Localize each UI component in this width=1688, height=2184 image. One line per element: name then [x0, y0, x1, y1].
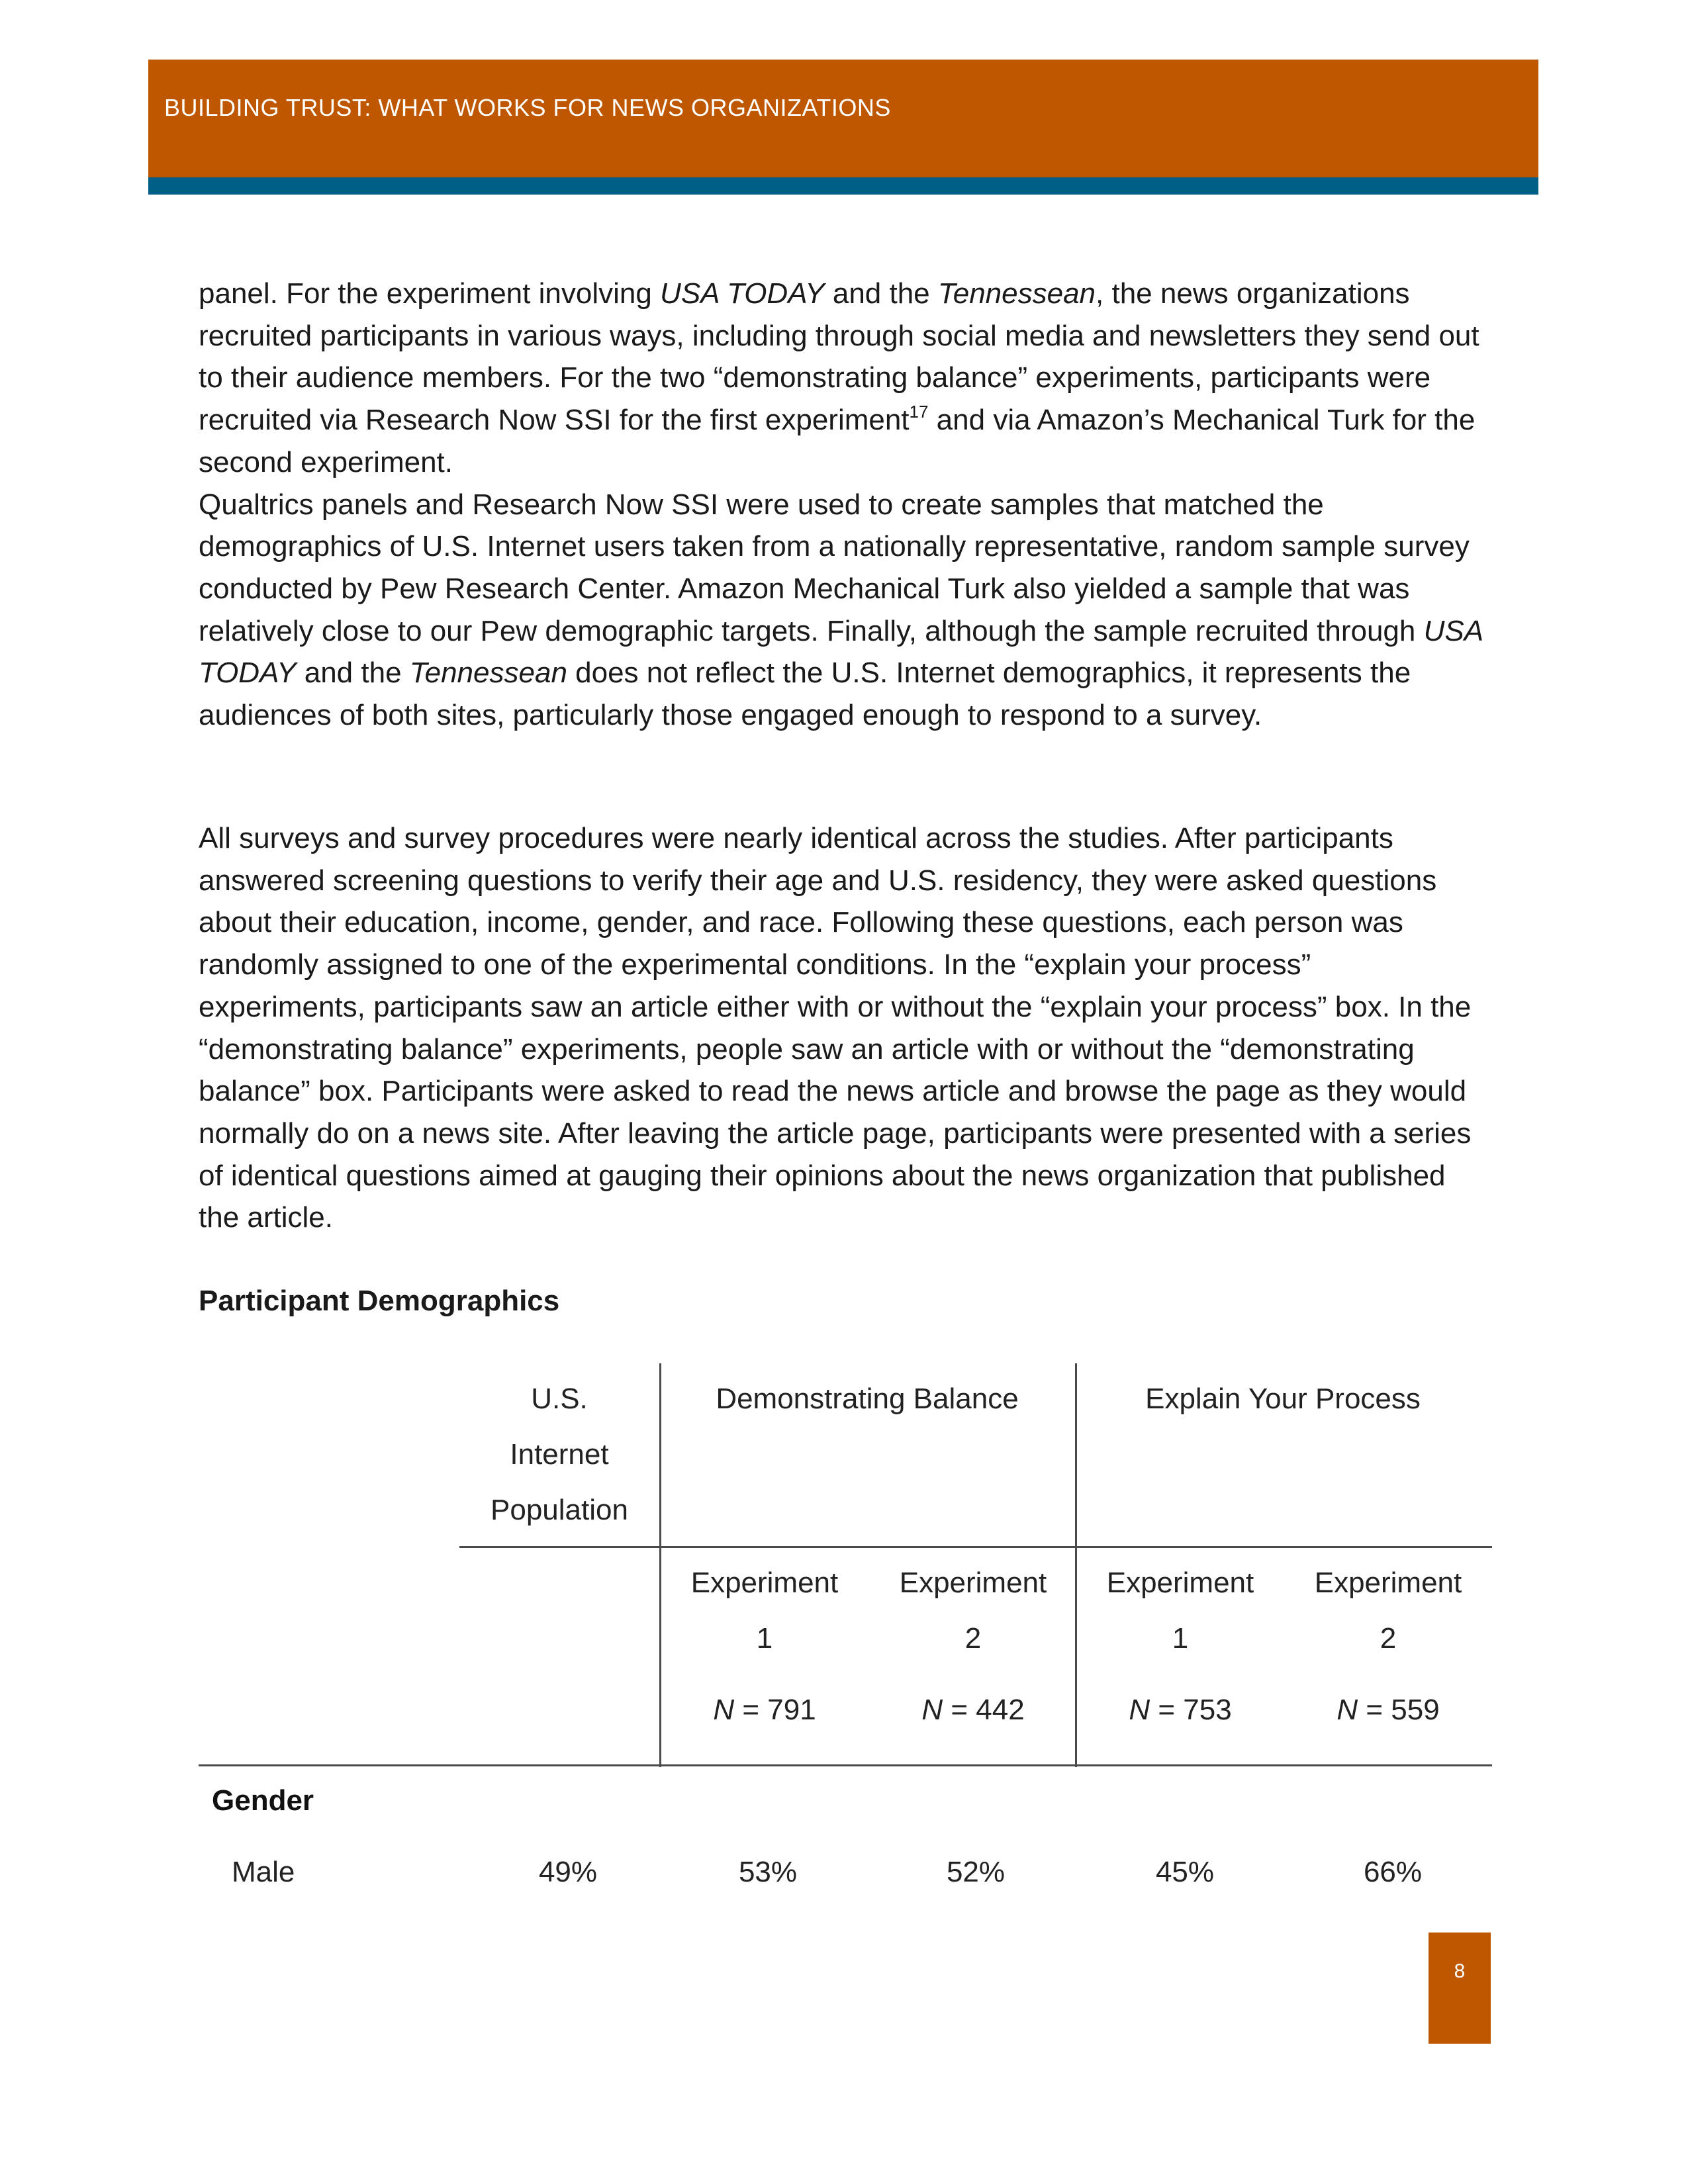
sample-size — [1078, 1682, 1283, 1738]
col-header-process-exp-2 — [1286, 1555, 1491, 1738]
experiment-number: 2 — [964, 1622, 982, 1655]
experiment-number: 2 — [1380, 1622, 1397, 1655]
cell-balance-exp-1: 53% — [738, 1856, 798, 1888]
col-header-balance-exp-2 — [870, 1555, 1076, 1738]
page-number: 8 — [1454, 1960, 1466, 1982]
table-divider — [459, 1546, 1492, 1548]
n-symbol: N — [713, 1694, 735, 1726]
experiment-number: 1 — [756, 1622, 773, 1655]
n-symbol: N — [921, 1694, 943, 1726]
header-band — [148, 60, 1538, 177]
text-run: panel. For the experiment involving — [199, 277, 661, 310]
n-symbol: N — [1336, 1694, 1358, 1726]
cell-us-internet: 49% — [538, 1856, 598, 1888]
col-header-process-exp-1 — [1078, 1555, 1283, 1738]
publication-name: USA TODAY — [660, 277, 825, 310]
experiment-label: Experiment — [899, 1567, 1047, 1599]
table-divider — [659, 1363, 661, 1767]
experiment-number: 1 — [1172, 1622, 1189, 1655]
header-line: Population — [491, 1494, 628, 1526]
col-header-us-internet — [463, 1371, 655, 1538]
cell-process-exp-1: 45% — [1155, 1856, 1215, 1888]
footnote-marker[interactable]: 17 — [909, 402, 929, 422]
cell-balance-exp-2: 52% — [946, 1856, 1006, 1888]
body-paragraph-1 — [199, 273, 1483, 737]
publication-name: Tennessean — [937, 277, 1096, 310]
n-value: = 559 — [1358, 1694, 1440, 1726]
n-value: = 791 — [734, 1694, 816, 1726]
publication-name: Tennessean — [409, 657, 567, 690]
text-run: and via Amazon’s Mechanical Turk for the second experiment. — [199, 404, 1476, 478]
sample-size — [1286, 1682, 1491, 1738]
header-accent-stripe — [148, 177, 1538, 195]
n-value: = 753 — [1150, 1694, 1232, 1726]
cell-process-exp-2: 66% — [1363, 1856, 1423, 1888]
col-header-balance-exp-1 — [662, 1555, 867, 1738]
text-run: and the — [296, 657, 410, 690]
table-divider — [199, 1764, 1492, 1766]
row-section-gender: Gender — [212, 1784, 314, 1817]
col-group-demonstrating-balance: Demonstrating Balance — [716, 1383, 1019, 1415]
header-line: U.S. — [531, 1383, 588, 1415]
text-run: does not reflect the U.S. Internet demographics, it represents the audiences of both sites, particularly those engaged enough to respond to a survey. — [199, 657, 1411, 732]
publication-name: USA TODAY — [199, 614, 1483, 690]
section-heading: Participant Demographics — [199, 1285, 560, 1317]
page-number-box — [1429, 1933, 1491, 2044]
text-run: Qualtrics panels and Research Now SSI were used to create samples that matched the demographics of U.S. Internet users taken from a nationally representative, random sample survey conducted by Pew Research Center. Amazon Mechanical Turk also yielded a sample that was relatively close to our Pew demographic targets. Finally, although the sample recruited through — [199, 488, 1470, 647]
experiment-label: Experiment — [1106, 1567, 1254, 1599]
col-group-explain-your-process: Explain Your Process — [1145, 1383, 1421, 1415]
n-value: = 442 — [943, 1694, 1025, 1726]
text-run: , the news organizations recruited participants in various ways, including through social media and newsletters they send out to their audience members. For the two “demonstrating balance” experiments, participants were recruited via Research Now SSI for the first experiment — [199, 277, 1479, 437]
running-header-title: BUILDING TRUST: WHAT WORKS FOR NEWS ORGANIZATIONS — [164, 94, 891, 121]
header-line: Internet — [510, 1438, 609, 1471]
experiment-label: Experiment — [1314, 1567, 1462, 1599]
body-paragraph-2 — [199, 817, 1483, 1239]
table-divider — [1075, 1363, 1077, 1767]
paragraph-text: All surveys and survey procedures were nearly identical across the studies. After participants answered screening questions to verify their age and U.S. residency, they were asked questions about their education, income, gender, and race. Following these questions, each person was randomly assigned to one of the experimental conditions. In the “explain your process” experiments, participants saw an article either with or without the “explain your process” box. In the “demonstrating balance” experiments, people saw an article with or without the “demonstrating balance” box. Participants were asked to read the news article and browse the page as they would normally do on a news site. After leaving the article page, participants were presented with a series of identical questions aimed at gauging their opinions about the news organization that published the article. — [199, 822, 1472, 1234]
sample-size — [870, 1682, 1076, 1738]
sample-size — [662, 1682, 867, 1738]
row-label-male: Male — [232, 1856, 295, 1888]
experiment-label: Experiment — [690, 1567, 839, 1599]
n-symbol: N — [1129, 1694, 1150, 1726]
text-run: and the — [824, 277, 938, 310]
